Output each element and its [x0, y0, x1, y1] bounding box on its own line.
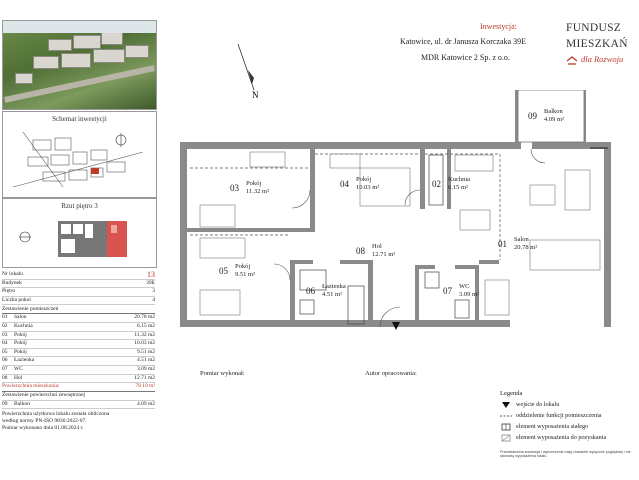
plan-room-number: 01 — [498, 239, 507, 249]
plan-room-number: 06 — [306, 286, 315, 296]
logo-line-2: MIESZKAŃ — [566, 38, 628, 50]
legend-item — [500, 399, 635, 410]
pietro-label: Piętro — [2, 288, 16, 295]
room-name: Pokój — [14, 348, 27, 355]
external-row — [2, 401, 155, 410]
external-num: 09 — [2, 400, 8, 407]
plan-room-area: 4.51 m² — [322, 291, 343, 298]
plan-room-area: 3.09 m² — [459, 291, 480, 298]
legend-item — [500, 432, 635, 443]
room-row — [2, 366, 155, 375]
external-header-label: Zestawienie powierzchni zewnętrznej — [2, 391, 86, 398]
plan-room-name: Kuchnia — [448, 176, 471, 183]
external-list — [2, 401, 155, 410]
plan-room-area: 4.09 m² — [544, 116, 565, 123]
lokal-value: 13 — [147, 269, 155, 279]
pokoje-label: Liczba pokoi — [2, 296, 31, 303]
room-name: Salon — [14, 314, 27, 321]
plan-room-area: 12.71 m² — [372, 251, 396, 258]
fixed-fixture-icon — [500, 423, 512, 431]
address-line-1: Katowice, ul. dr Janusza Korczaka 39E — [400, 37, 526, 46]
legend — [500, 390, 635, 443]
legend-item-label: element wyposażenia do pozyskania — [516, 434, 607, 441]
room-row — [2, 323, 155, 332]
room-name: Łazienka — [14, 357, 35, 364]
room-area: 3.09 m2 — [136, 365, 155, 372]
plan-room-number: 04 — [340, 179, 349, 189]
lokal-label: Nr lokalu — [2, 271, 23, 278]
plan-room-area: 11.32 m² — [246, 188, 270, 195]
aerial-photo — [2, 20, 157, 110]
pomiar-label: Pomiar wykonał: — [200, 370, 245, 377]
total-value: 78.10 m² — [135, 383, 155, 390]
logo-mark-icon — [566, 55, 578, 65]
room-area: 11.32 m2 — [134, 331, 155, 338]
room-row — [2, 357, 155, 366]
apartment-plan — [170, 90, 615, 340]
investment-label: Inwestycja: — [480, 22, 517, 31]
legend-items — [500, 399, 635, 443]
plan-room-name: WC — [459, 283, 470, 290]
room-area: 10.03 m2 — [134, 340, 155, 347]
legend-footnote: Przedstawiona aranżacja i wykończenie mają charakter wyłącznie poglądowy i nie stanowią wyposażenia lokalu. — [500, 450, 631, 459]
measurement-note — [2, 411, 155, 432]
legend-item-label: oddzielenie funkcji pomieszczenia — [516, 412, 602, 419]
total-row — [2, 383, 155, 392]
floor-plan-title: Rzut piętro 3 — [61, 202, 98, 210]
room-num: 02 — [2, 323, 8, 330]
plan-room-name: Balkon — [544, 108, 563, 115]
plan-room-number: 05 — [219, 266, 228, 276]
legend-item-label: wejście do lokalu — [516, 401, 560, 408]
external-name: Balkon — [14, 400, 30, 407]
room-area: 4.51 m2 — [136, 357, 155, 364]
rooms-header-label: Zestawienie pomieszczeń — [2, 305, 59, 312]
room-name: Kuchnia — [14, 323, 33, 330]
pietro-value: 3 — [152, 288, 155, 295]
room-row — [2, 349, 155, 358]
floor-plan-panel — [2, 198, 157, 268]
lokal-row — [2, 271, 155, 280]
room-row — [2, 332, 155, 341]
pokoje-row — [2, 297, 155, 306]
total-label: Powierzchnia mieszkania: — [2, 383, 60, 390]
apartment-summary — [2, 271, 155, 432]
room-name: Pokój — [14, 331, 27, 338]
optional-fixture-icon — [500, 434, 512, 442]
room-name: Hol — [14, 374, 23, 381]
room-row — [2, 314, 155, 323]
room-num: 05 — [2, 348, 8, 355]
room-area: 12.71 m2 — [134, 374, 155, 381]
rooms-header — [2, 305, 155, 314]
room-num: 04 — [2, 340, 8, 347]
plan-room-number: 02 — [432, 179, 441, 189]
budynek-row — [2, 280, 155, 289]
legend-item-label: element wyposażenia stałego — [516, 423, 589, 430]
legend-item — [500, 421, 635, 432]
plan-room-number: 08 — [356, 246, 365, 256]
logo-line-1: FUNDUSZ — [566, 22, 622, 34]
note-line-3: Pomiar wykonano dnia 01.08.2024 r. — [2, 425, 84, 432]
external-area: 4.09 m2 — [136, 400, 155, 407]
pietro-row — [2, 288, 155, 297]
plan-room-area: 20.78 m² — [514, 244, 538, 251]
note-line-2: według normy PN-ISO 9836:2022-07. — [2, 418, 87, 425]
external-header — [2, 392, 155, 401]
room-num: 07 — [2, 365, 8, 372]
plan-room-name: Łazienka — [322, 283, 346, 290]
plan-room-name: Hol — [372, 243, 382, 250]
room-area: 6.15 m2 — [136, 323, 155, 330]
scheme-title: Schemat inwestycji — [52, 115, 107, 123]
rooms-list — [2, 314, 155, 383]
plan-room-name: Pokój — [235, 263, 251, 270]
legend-title: Legenda — [500, 390, 523, 397]
dashed-line-icon — [500, 412, 512, 420]
budynek-label: Budynek — [2, 279, 22, 286]
note-line-1: Powierzchnia użytkowa lokalu została obliczona — [2, 411, 110, 418]
room-row — [2, 340, 155, 349]
room-num: 03 — [2, 331, 8, 338]
entrance-triangle-icon — [500, 401, 512, 409]
plan-room-number: 03 — [230, 183, 239, 193]
room-name: Pokój — [14, 340, 27, 347]
room-num: 08 — [2, 374, 8, 381]
plan-room-name: Pokój — [356, 176, 372, 183]
plan-room-area: 6.15 m² — [448, 184, 469, 191]
plan-room-area: 10.03 m² — [356, 184, 380, 191]
room-num: 06 — [2, 357, 8, 364]
address-line-2: MDR Katowice 2 Sp. z o.o. — [421, 53, 510, 62]
room-row — [2, 375, 155, 384]
scheme-map — [3, 112, 156, 197]
plan-room-name: Pokój — [246, 180, 262, 187]
legend-item — [500, 410, 635, 421]
room-name: WC — [14, 365, 23, 372]
logo-line-3: dla Rozwoju — [581, 54, 624, 64]
investment-scheme-panel — [2, 111, 157, 198]
autor-label: Autor opracowania: — [365, 370, 417, 377]
floor-key-plan — [3, 199, 156, 267]
budynek-value: 39E — [146, 279, 155, 286]
room-num: 01 — [2, 314, 8, 321]
pokoje-value: 4 — [152, 296, 155, 303]
plan-room-area: 9.51 m² — [235, 271, 256, 278]
plan-room-name: Salon — [514, 236, 529, 243]
north-label: N — [252, 90, 259, 100]
plan-room-number: 09 — [528, 111, 537, 121]
room-area: 20.78 m2 — [134, 314, 155, 321]
room-area: 9.51 m2 — [136, 348, 155, 355]
plan-room-number: 07 — [443, 286, 452, 296]
